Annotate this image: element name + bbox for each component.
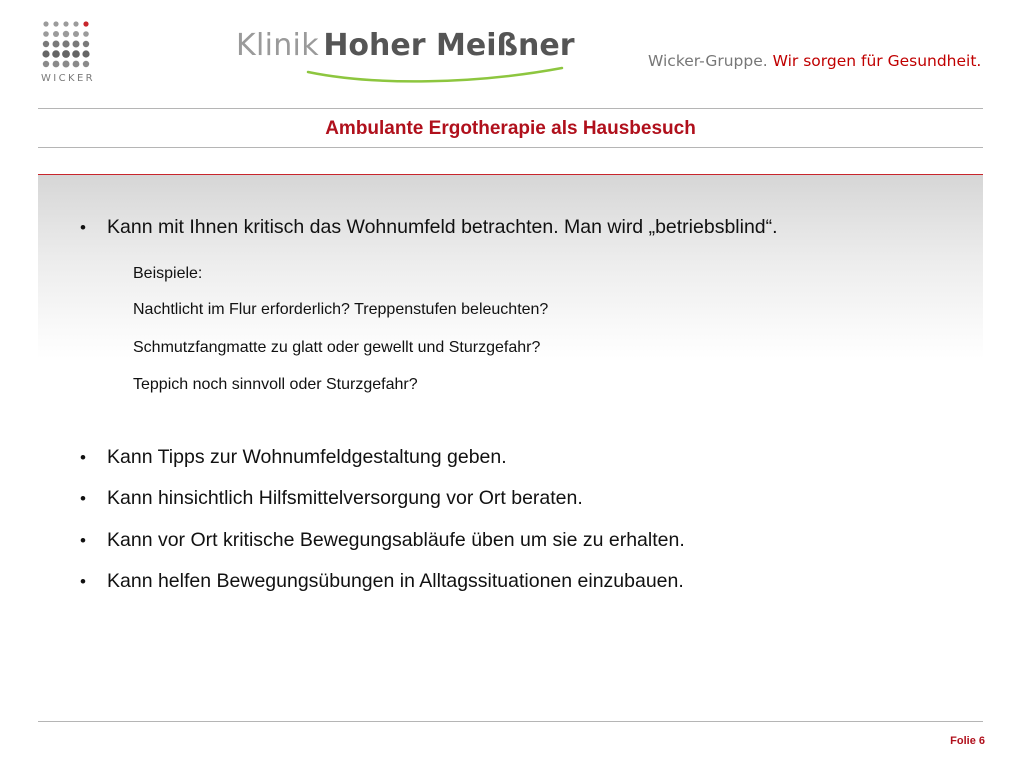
tagline-group: Wicker-Gruppe. (648, 52, 768, 70)
bullet-item (80, 570, 684, 593)
klinik-logo-word-name: Hoher Meißner (323, 28, 575, 63)
header-divider (38, 108, 983, 109)
wicker-logo-text: WICKER (40, 73, 96, 84)
bullet-item (80, 446, 507, 469)
tagline-slogan: Wir sorgen für Gesundheit. (772, 52, 982, 70)
title-divider (38, 147, 983, 148)
bullet-item (80, 529, 685, 552)
footer-divider (38, 721, 983, 722)
tagline (648, 52, 981, 70)
wicker-dot-grid-icon (38, 18, 98, 70)
bullet-item (80, 216, 778, 239)
klinik-logo (236, 28, 576, 90)
logo-swoosh-icon (306, 64, 566, 86)
example-item: Schmutzfangmatte zu glatt oder gewellt und Sturzgefahr? (133, 339, 541, 356)
bullet-text: Kann vor Ort kritische Bewegungsabläufe üben um sie zu erhalten. (107, 529, 685, 551)
example-item: Teppich noch sinnvoll oder Sturzgefahr? (133, 376, 418, 393)
bullet-item (80, 487, 583, 510)
bullet-dot: • (80, 218, 86, 237)
bullet-text: Kann helfen Bewegungsübungen in Alltagssituationen einzubauen. (107, 570, 684, 592)
examples-heading: Beispiele: (133, 265, 203, 282)
bullet-dot: • (80, 531, 86, 550)
klinik-logo-word-klinik: Klinik (236, 28, 319, 63)
bullet-text: Kann hinsichtlich Hilfsmittelversorgung vor Ort beraten. (107, 487, 583, 509)
bullet-dot: • (80, 572, 86, 591)
bullet-text: Kann Tipps zur Wohnumfeldgestaltung geben. (107, 446, 507, 468)
example-item: Nachtlicht im Flur erforderlich? Treppenstufen beleuchten? (133, 301, 549, 318)
slide-number: Folie 6 (950, 735, 985, 747)
slide-title: Ambulante Ergotherapie als Hausbesuch (325, 118, 696, 139)
bullet-dot: • (80, 489, 86, 508)
wicker-logo (38, 18, 98, 88)
bullet-text: Kann mit Ihnen kritisch das Wohnumfeld betrachten. Man wird „betriebsblind“. (107, 216, 778, 238)
bullet-dot: • (80, 448, 86, 467)
